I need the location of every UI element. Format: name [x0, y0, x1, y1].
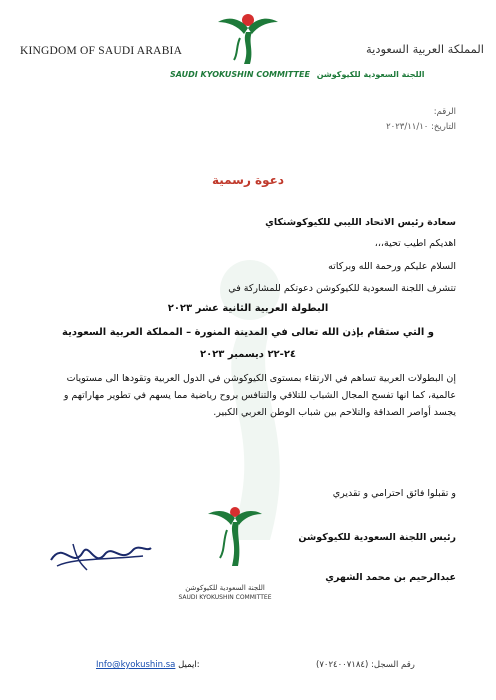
invite-line: تتشرف اللجنة السعودية للكيوكوشن دعوتكم للمشاركة في — [228, 283, 456, 294]
championship-name: البطولة العربية الثانية عشر ٢٠٢٣ — [167, 303, 329, 314]
date-line — [386, 122, 456, 132]
registration-label: رقم السجل: — [371, 660, 415, 670]
championship-dates: ٢٤-٢٢ ديسمبر ٢٠٢٣ — [199, 349, 297, 360]
seal-caption — [170, 583, 280, 603]
signatory-title: رئيس اللجنة السعودية للكيوكوشن — [298, 532, 456, 543]
closing-line: و تقبلوا فائق احترامي و تقديري — [332, 488, 456, 499]
logo-caption — [170, 70, 425, 79]
date-value: ٢٠٢٣/١١/١٠ — [386, 122, 429, 132]
body-paragraph — [36, 370, 456, 421]
greeting-1: اهديكم اطيب تحية،،، — [374, 238, 456, 249]
handwritten-signature-icon — [43, 530, 153, 580]
committee-logo-icon — [210, 8, 286, 66]
footer-registration — [316, 660, 415, 670]
paragraph-line-1: إن البطولات العربية تساهم في الارتقاء بمستوى الكيوكوشن في الدول العربية وتقودها الى مستويات — [66, 373, 456, 384]
paragraph-line-3: يجسد أواصر الصداقة والتلاحم بين شباب الوطن العربي الكبير. — [213, 407, 456, 418]
paragraph-line-2: عالمية، كما انها تفسح المجال الشباب للتلاقي والتنافس بروح رياضية مما يسهم في تطوير مهاراتهم و — [63, 390, 456, 401]
registration-value: (٧٠٢٤٠٠٧١٨٤) — [316, 660, 369, 670]
header-arabic-title: المملكة العربية السعودية — [366, 42, 484, 56]
logo-caption-ar: اللجنة السعودية للكيوكوشن — [316, 70, 425, 79]
letter-title: دعوة رسمية — [211, 173, 285, 187]
date-label: التاريخ: — [431, 122, 456, 132]
email-link[interactable]: Info@kyokushin.sa — [96, 660, 176, 670]
seal-caption-en: SAUDI KYOKUSHIN COMMITTEE — [178, 594, 272, 601]
greeting-2: السلام عليكم ورحمة الله وبركاته — [328, 261, 456, 272]
logo-caption-en: SAUDI KYOKUSHIN COMMITTEE — [170, 70, 310, 79]
email-label: ايميل: — [178, 660, 200, 670]
seal-caption-ar: اللجنة السعودية للكيوكوشن — [185, 584, 265, 592]
reference-number-label: الرقم: — [433, 107, 456, 117]
recipient: سعادة رئيس الاتحاد الليبي للكيوكوشنكاي — [265, 217, 456, 228]
header-english-title: KINGDOM OF SAUDI ARABIA — [20, 45, 183, 57]
signatory-name: عبدالرحيم بن محمد الشهري — [325, 572, 456, 583]
footer-email — [96, 660, 200, 670]
championship-location: و التي ستقام بإذن الله تعالى في المدينة المنورة – المملكة العربية السعودية — [62, 327, 434, 338]
seal-logo-icon — [200, 500, 270, 570]
